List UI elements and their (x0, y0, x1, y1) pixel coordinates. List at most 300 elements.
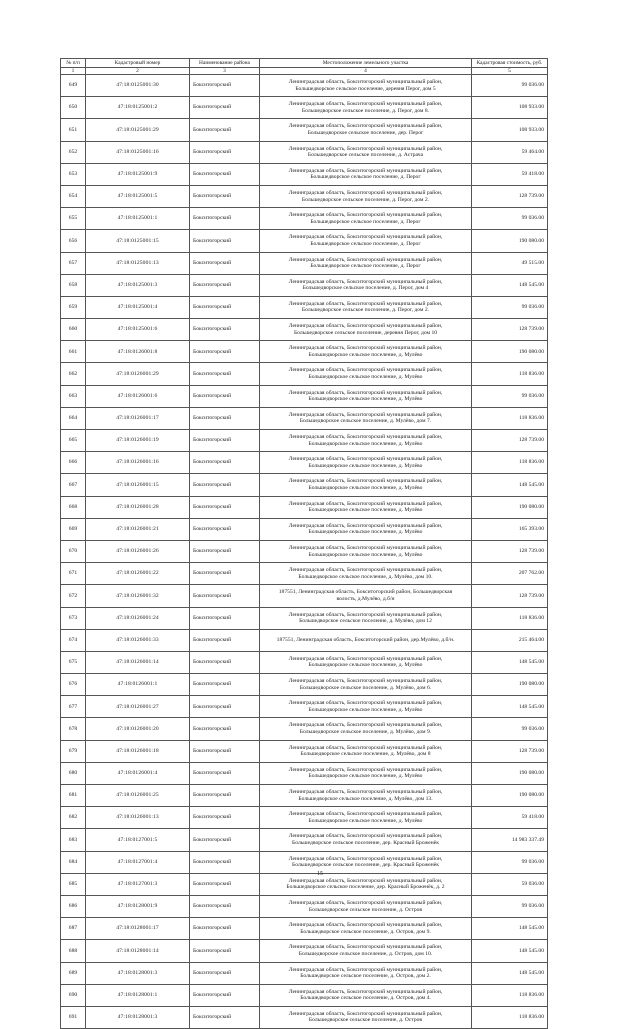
location-cell (260, 274, 472, 296)
district-cell: Бокситогорский (190, 740, 260, 762)
cadastral-number-cell: 47:18:0128001:3 (86, 962, 190, 984)
location-line-2: Большедворское сельское поселение, д. Мулёво, дом 9. (299, 729, 432, 736)
table-row (61, 563, 548, 585)
cadastral-number-cell: 47:18:0126001:18 (86, 740, 190, 762)
location-cell (260, 984, 472, 1006)
cadastral-cost-cell: 108 933.00 (472, 119, 548, 141)
location-line-1: Ленинградская область, Бокситогорский муниципальный район, (288, 389, 443, 396)
location-line-1: Ленинградская область, Бокситогорский муниципальный район, (288, 345, 443, 352)
table-row (61, 252, 548, 274)
district-cell: Бокситогорский (190, 296, 260, 318)
location-cell (260, 407, 472, 429)
cadastral-number-cell: 47:18:0126001:17 (86, 407, 190, 429)
cadastral-number-cell: 47:18:0125001:3 (86, 274, 190, 296)
cadastral-number-cell: 47:18:0126001:26 (86, 540, 190, 562)
location-line-2: Большедворское сельское поселение, д. Остров, дом 9. (300, 928, 431, 935)
district-cell: Бокситогорский (190, 97, 260, 119)
cadastral-cost-cell: 148 545.00 (472, 940, 548, 962)
column-number-row (61, 68, 548, 75)
row-number-cell: 655 (61, 208, 86, 230)
cadastral-cost-cell: 118 836.00 (472, 452, 548, 474)
table-row (61, 518, 548, 540)
district-cell: Бокситогорский (190, 274, 260, 296)
row-number-cell: 683 (61, 829, 86, 851)
location-cell (260, 230, 472, 252)
row-number-cell: 682 (61, 807, 86, 829)
location-cell (260, 97, 472, 119)
table-row (61, 163, 548, 185)
location-cell (260, 563, 472, 585)
cadastral-cost-cell: 59 418.00 (472, 807, 548, 829)
row-number-cell: 678 (61, 718, 86, 740)
district-cell: Бокситогорский (190, 1006, 260, 1028)
cadastral-cost-cell: 118 836.00 (472, 1006, 548, 1028)
cadastral-number-cell: 47:18:0126001:22 (86, 563, 190, 585)
column-number: 2 (86, 68, 190, 75)
district-cell: Бокситогорский (190, 696, 260, 718)
location-line-1: Ленинградская область, Бокситогорский муниципальный район, (288, 877, 443, 884)
table-row (61, 962, 548, 984)
location-cell (260, 75, 472, 97)
location-cell (260, 540, 472, 562)
table-row (61, 141, 548, 163)
location-line-2: Большедворское сельское поселение, д. Остров (308, 906, 423, 913)
cadastral-cost-cell: 128 739.00 (472, 740, 548, 762)
row-number-cell: 653 (61, 163, 86, 185)
table-row (61, 230, 548, 252)
location-line-2: Большедворское сельское поселение, д. Перог, дом 2. (301, 196, 430, 203)
row-number-cell: 688 (61, 940, 86, 962)
location-line-1: Ленинградская область, Бокситогорский муниципальный район, (288, 833, 443, 840)
cadastral-cost-cell: 190 080.00 (472, 762, 548, 784)
location-cell (260, 341, 472, 363)
location-cell (260, 674, 472, 696)
location-line-1: Ленинградская область, Бокситогорский муниципальный район, (288, 789, 443, 795)
column-number: 3 (190, 68, 260, 75)
location-cell (260, 474, 472, 496)
column-number: 4 (260, 68, 472, 75)
district-cell: Бокситогорский (190, 518, 260, 540)
table-row (61, 895, 548, 917)
cadastral-number-cell: 47:18:0126001:24 (86, 607, 190, 629)
location-line-1: Ленинградская область, Бокситогорский муниципальный район, (288, 79, 443, 85)
table-row (61, 341, 548, 363)
row-number-cell: 661 (61, 341, 86, 363)
location-line-2: Большедворское сельское поселение, деревня Перог, дом 5 (295, 85, 436, 92)
cadastral-number-cell: 47:18:0125001:30 (86, 75, 190, 97)
cadastral-number-cell: 47:18:0125001:15 (86, 230, 190, 252)
location-line-2: Большедворское сельское поселение, д. Мулёво, дом 7. (299, 418, 432, 425)
cadastral-number-cell: 47:18:0128001:3 (86, 1006, 190, 1028)
location-line-1: 187551, Ленинградская область, Бокситогорский район, Большедворская (278, 589, 453, 596)
cadastral-number-cell: 47:18:0127001:3 (86, 873, 190, 895)
cadastral-cost-cell: 190 080.00 (472, 496, 548, 518)
location-line-2: Большедворское сельское поселение, дер. Перог (307, 129, 424, 136)
district-cell: Бокситогорский (190, 208, 260, 230)
cadastral-cost-cell: 99 036.00 (472, 718, 548, 740)
column-number: 1 (61, 68, 86, 75)
cadastral-number-cell: 47:18:0125001:6 (86, 319, 190, 341)
table-body (61, 75, 548, 1029)
cadastral-cost-cell: 190 080.00 (472, 230, 548, 252)
location-line-1: Ленинградская область, Бокситогорский муниципальный район, (288, 434, 443, 440)
district-cell: Бокситогорский (190, 185, 260, 207)
table-row (61, 296, 548, 318)
district-cell: Бокситогорский (190, 452, 260, 474)
district-cell: Бокситогорский (190, 230, 260, 252)
cadastral-cost-cell: 59 418.00 (472, 163, 548, 185)
row-number-cell: 673 (61, 607, 86, 629)
table-row (61, 319, 548, 341)
row-number-cell: 658 (61, 274, 86, 296)
location-line-1: Ленинградская область, Бокситогорский муниципальный район, (288, 611, 443, 618)
location-cell (260, 629, 472, 651)
location-line-2: Большедворское сельское поселение, д. Мулёво, дом 13. (298, 795, 433, 802)
location-cell (260, 851, 472, 873)
table-row (61, 940, 548, 962)
location-line-2: Большедворское сельское поселение, д. Перог (310, 240, 421, 247)
cadastral-cost-cell: 148 545.00 (472, 474, 548, 496)
district-cell: Бокситогорский (190, 141, 260, 163)
cadastral-number-cell: 47:18:0125001:9 (86, 163, 190, 185)
district-cell: Бокситогорский (190, 962, 260, 984)
row-number-cell: 651 (61, 119, 86, 141)
table-row (61, 540, 548, 562)
table-row (61, 629, 548, 651)
location-cell (260, 141, 472, 163)
table-row (61, 97, 548, 119)
row-number-cell: 689 (61, 962, 86, 984)
district-cell: Бокситогорский (190, 873, 260, 895)
cadastral-cost-cell: 190 080.00 (472, 341, 548, 363)
header-cost: Кадастровая стоимость, руб. (472, 59, 548, 68)
cadastral-cost-cell: 148 545.00 (472, 962, 548, 984)
cadastral-number-cell: 47:18:0126001:29 (86, 363, 190, 385)
location-cell (260, 940, 472, 962)
cadastral-cost-cell: 128 739.00 (472, 540, 548, 562)
location-line-2: Большедворское сельское поселение, д. Астрача (307, 152, 424, 159)
cadastral-number-cell: 47:18:0126001:16 (86, 452, 190, 474)
location-cell (260, 607, 472, 629)
cadastral-cost-cell: 165 393.00 (472, 518, 548, 540)
location-cell (260, 518, 472, 540)
district-cell: Бокситогорский (190, 651, 260, 673)
table-row (61, 1006, 548, 1028)
table-row (61, 651, 548, 673)
district-cell: Бокситогорский (190, 119, 260, 141)
location-cell (260, 296, 472, 318)
table-row (61, 363, 548, 385)
cadastral-cost-cell: 59 036.00 (472, 873, 548, 895)
cadastral-number-cell: 47:18:0125001:1 (86, 208, 190, 230)
cadastral-number-cell: 47:18:0125001:29 (86, 119, 190, 141)
location-line-2: Большедворское сельское поселение, д. Остров, дом 2. (300, 973, 431, 980)
table-row (61, 385, 548, 407)
row-number-cell: 670 (61, 540, 86, 562)
row-number-cell: 667 (61, 474, 86, 496)
location-cell (260, 363, 472, 385)
location-cell (260, 430, 472, 452)
district-cell: Бокситогорский (190, 363, 260, 385)
district-cell: Бокситогорский (190, 407, 260, 429)
cadastral-cost-cell: 190 080.00 (472, 674, 548, 696)
header-number: № п/п (61, 59, 86, 68)
location-line-1: Ленинградская область, Бокситогорский муниципальный район, (288, 189, 443, 196)
district-cell: Бокситогорский (190, 563, 260, 585)
district-cell: Бокситогорский (190, 163, 260, 185)
header-row (61, 59, 548, 68)
cadastral-number-cell: 47:18:0125001:5 (86, 185, 190, 207)
row-number-cell: 666 (61, 452, 86, 474)
table-row (61, 474, 548, 496)
location-cell (260, 119, 472, 141)
cadastral-number-cell: 47:18:0126001:8 (86, 341, 190, 363)
location-line-1: Ленинградская область, Бокситогорский муниципальный район, (288, 744, 443, 751)
location-line-2: Большедворское сельское поселение, д. Перог, дом 8. (301, 107, 430, 114)
table-row (61, 585, 548, 607)
cadastral-cost-cell: 99 036.00 (472, 385, 548, 407)
location-line-2: Большедворское сельское поселение, д. Мулёво (308, 773, 423, 780)
location-cell (260, 252, 472, 274)
district-cell: Бокситогорский (190, 718, 260, 740)
location-cell (260, 962, 472, 984)
location-line-1: Ленинградская область, Бокситогорский муниципальный район, (288, 899, 443, 906)
row-number-cell: 656 (61, 230, 86, 252)
location-line-1: 187551, Ленинградская область, Бокситогорский район, дер.Мулёво, д.б/н. (276, 636, 455, 643)
location-cell (260, 895, 472, 917)
location-line-2: Большедворское сельское поселение, д. Мулёво (308, 462, 423, 469)
location-line-1: Ленинградская область, Бокситогорский муниципальный район, (288, 655, 443, 662)
location-line-1: Ленинградская область, Бокситогорский муниципальный район, (288, 300, 443, 307)
location-line-1: Ленинградская область, Бокситогорский муниципальный район, (288, 278, 443, 285)
location-line-2: Большедворское сельское поселение, д. Мулёво, дом 6. (299, 684, 432, 691)
location-line-2: Большедворское сельское поселение, дер. Красный Броженёк (292, 839, 439, 846)
cadastral-cost-cell: 118 836.00 (472, 984, 548, 1006)
table-row (61, 119, 548, 141)
location-line-1: Ленинградская область, Бокситогорский муниципальный район, (288, 500, 443, 507)
cadastral-number-cell: 47:18:0126001:25 (86, 785, 190, 807)
cadastral-number-cell: 47:18:0126001:4 (86, 762, 190, 784)
district-cell: Бокситогорский (190, 895, 260, 917)
cadastral-cost-cell: 118 836.00 (472, 607, 548, 629)
location-line-1: Ленинградская область, Бокситогорский муниципальный район, (288, 988, 443, 995)
cadastral-cost-cell: 14 983 337.49 (472, 829, 548, 851)
location-line-1: Ленинградская область, Бокситогорский муниципальный район, (288, 966, 443, 973)
table-row (61, 185, 548, 207)
cadastral-number-cell: 47:18:0126001:1 (86, 674, 190, 696)
location-cell (260, 1006, 472, 1028)
location-cell (260, 452, 472, 474)
location-line-1: Ленинградская область, Бокситогорский муниципальный район, (288, 1010, 443, 1017)
location-cell (260, 807, 472, 829)
cadastral-number-cell: 47:18:0126001:14 (86, 651, 190, 673)
district-cell: Бокситогорский (190, 829, 260, 851)
row-number-cell: 664 (61, 407, 86, 429)
row-number-cell: 684 (61, 851, 86, 873)
location-line-1: Ленинградская область, Бокситогорский муниципальный район, (288, 855, 443, 862)
location-line-1: Ленинградская область, Бокситогорский муниципальный район, (288, 678, 443, 685)
cadastral-number-cell: 47:18:0126001:6 (86, 385, 190, 407)
location-line-2: Большедворское сельское поселение, д. Мулёво (308, 351, 423, 358)
table-row (61, 807, 548, 829)
location-line-1: Ленинградская область, Бокситогорский муниципальный район, (288, 944, 443, 951)
cadastral-number-cell: 47:18:0127001:5 (86, 829, 190, 851)
location-line-1: Ленинградская область, Бокситогорский муниципальный район, (288, 145, 443, 152)
location-cell (260, 718, 472, 740)
cadastral-cost-cell: 148 545.00 (472, 651, 548, 673)
district-cell: Бокситогорский (190, 75, 260, 97)
cadastral-cost-cell: 148 545.00 (472, 696, 548, 718)
location-line-2: Большедворское сельское поселение, д. Мулёво (308, 507, 423, 514)
district-cell: Бокситогорский (190, 785, 260, 807)
cadastral-cost-cell: 118 836.00 (472, 363, 548, 385)
location-line-1: Ленинградская область, Бокситогорский муниципальный район, (288, 323, 443, 330)
table-row (61, 452, 548, 474)
location-line-1: Ленинградская область, Бокситогорский муниципальный район, (288, 123, 443, 130)
row-number-cell: 690 (61, 984, 86, 1006)
row-number-cell: 681 (61, 785, 86, 807)
cadastral-number-cell: 47:18:0126001:33 (86, 629, 190, 651)
table-row (61, 674, 548, 696)
location-line-1: Ленинградская область, Бокситогорский муниципальный район, (288, 811, 443, 818)
row-number-cell: 660 (61, 319, 86, 341)
location-line-2: Большедворское сельское поселение, д. Мулёво (308, 817, 423, 824)
cadastral-cost-cell: 207 762.00 (472, 563, 548, 585)
cadastral-number-cell: 47:18:0126001:19 (86, 430, 190, 452)
cadastral-number-cell: 47:18:0125001:16 (86, 141, 190, 163)
table-row (61, 918, 548, 940)
row-number-cell: 675 (61, 651, 86, 673)
location-cell (260, 385, 472, 407)
row-number-cell: 679 (61, 740, 86, 762)
district-cell: Бокситогорский (190, 430, 260, 452)
row-number-cell: 668 (61, 496, 86, 518)
table-row (61, 75, 548, 97)
cadastral-number-cell: 47:18:0126001:20 (86, 718, 190, 740)
location-cell (260, 785, 472, 807)
row-number-cell: 654 (61, 185, 86, 207)
location-line-1: Ленинградская область, Бокситогорский муниципальный район, (288, 367, 443, 374)
location-line-2: Большедворское сельское поселение, д. Перог, дом 2. (301, 307, 430, 314)
location-line-2: Большедворское сельское поселение, д. Перог, дом 4 (302, 285, 429, 292)
row-number-cell: 669 (61, 518, 86, 540)
cadastral-number-cell: 47:18:0128001:14 (86, 940, 190, 962)
location-cell (260, 740, 472, 762)
location-line-1: Ленинградская область, Бокситогорский муниципальный район, (288, 212, 443, 219)
district-cell: Бокситогорский (190, 674, 260, 696)
row-number-cell: 687 (61, 918, 86, 940)
location-line-2: Большедворское сельское поселение, д. Мулёво (308, 396, 423, 403)
table-row (61, 718, 548, 740)
location-line-2: Большедворское сельское поселение, д. Перог (310, 263, 421, 270)
location-line-2: Большедворское сельское поселение, д. Остров, дом 4. (300, 995, 431, 1002)
location-line-2: Большедворское сельское поселение, д. Мулёво, дом 10. (298, 573, 433, 580)
cadastral-table (60, 58, 548, 1029)
cadastral-cost-cell: 148 545.00 (472, 918, 548, 940)
cadastral-number-cell: 47:18:0126001:28 (86, 496, 190, 518)
location-cell (260, 185, 472, 207)
table-row (61, 785, 548, 807)
location-line-2: Большедворское сельское поселение, д. Мулёво (308, 529, 423, 536)
location-line-1: Ленинградская область, Бокситогорский муниципальный район, (288, 101, 443, 108)
column-number: 5 (472, 68, 548, 75)
cadastral-cost-cell: 148 545.00 (472, 274, 548, 296)
district-cell: Бокситогорский (190, 918, 260, 940)
district-cell: Бокситогорский (190, 319, 260, 341)
table-row (61, 984, 548, 1006)
location-line-2: Большедворское сельское поселение, д. Перог (310, 174, 421, 181)
location-cell (260, 163, 472, 185)
location-line-2: Большедворское сельское поселение, д. Мулёво, дом 8 (300, 751, 431, 758)
location-line-2: Большедворское сельское поселение, д. Мулёво (308, 662, 423, 669)
table-row (61, 208, 548, 230)
cadastral-cost-cell: 99 036.00 (472, 208, 548, 230)
location-line-1: Ленинградская область, Бокситогорский муниципальный район, (288, 544, 443, 551)
district-cell: Бокситогорский (190, 984, 260, 1006)
cadastral-number-cell: 47:18:0127001:4 (86, 851, 190, 873)
location-cell (260, 585, 472, 607)
location-line-2: Большедворское сельское поселение, д. Мулёво (308, 706, 423, 713)
table-row (61, 829, 548, 851)
table-row (61, 430, 548, 452)
district-cell: Бокситогорский (190, 252, 260, 274)
location-line-1: Ленинградская область, Бокситогорский муниципальный район, (288, 456, 443, 463)
location-cell (260, 208, 472, 230)
row-number-cell: 691 (61, 1006, 86, 1028)
table-row (61, 607, 548, 629)
location-line-1: Ленинградская область, Бокситогорский муниципальный район, (288, 722, 443, 729)
district-cell: Бокситогорский (190, 762, 260, 784)
district-cell: Бокситогорский (190, 807, 260, 829)
location-cell (260, 762, 472, 784)
cadastral-number-cell: 47:18:0126001:13 (86, 807, 190, 829)
cadastral-number-cell: 47:18:0126001:21 (86, 518, 190, 540)
cadastral-number-cell: 47:18:0125001:13 (86, 252, 190, 274)
location-line-2: Большедворское сельское поселение, д. Остров, дом 10. (298, 950, 433, 957)
row-number-cell: 650 (61, 97, 86, 119)
location-line-2: Большедворское сельское поселение, д. Мулёво (308, 374, 423, 381)
table-row (61, 762, 548, 784)
cadastral-number-cell: 47:18:0125001:2 (86, 97, 190, 119)
district-cell: Бокситогорский (190, 540, 260, 562)
page-number: 15 (317, 871, 323, 877)
location-line-1: Ленинградская область, Бокситогорский муниципальный район, (288, 766, 443, 773)
row-number-cell: 674 (61, 629, 86, 651)
row-number-cell: 672 (61, 585, 86, 607)
table-row (61, 407, 548, 429)
row-number-cell: 685 (61, 873, 86, 895)
cadastral-number-cell: 47:18:0126001:32 (86, 585, 190, 607)
location-line-1: Ленинградская область, Бокситогорский муниципальный район, (288, 234, 443, 241)
cadastral-cost-cell: 59 464.00 (472, 141, 548, 163)
cadastral-cost-cell: 108 933.00 (472, 97, 548, 119)
header-district: Наименование района (190, 59, 260, 68)
cadastral-number-cell: 47:18:0128001:9 (86, 895, 190, 917)
location-line-1: Ленинградская область, Бокситогорский муниципальный район, (288, 411, 443, 418)
header-location: Местоположение земельного участка (260, 59, 472, 68)
district-cell: Бокситогорский (190, 607, 260, 629)
cadastral-number-cell: 47:18:0128001:17 (86, 918, 190, 940)
row-number-cell: 676 (61, 674, 86, 696)
district-cell: Бокситогорский (190, 341, 260, 363)
location-line-2: Большедворское сельское поселение, д. Перог (310, 218, 421, 225)
header-cadastral-number: Кадастровый номер (86, 59, 190, 68)
cadastral-cost-cell: 99 036.00 (472, 75, 548, 97)
cadastral-cost-cell: 128 739.00 (472, 430, 548, 452)
location-line-1: Ленинградская область, Бокситогорский муниципальный район, (288, 700, 443, 707)
row-number-cell: 663 (61, 385, 86, 407)
table-row (61, 274, 548, 296)
